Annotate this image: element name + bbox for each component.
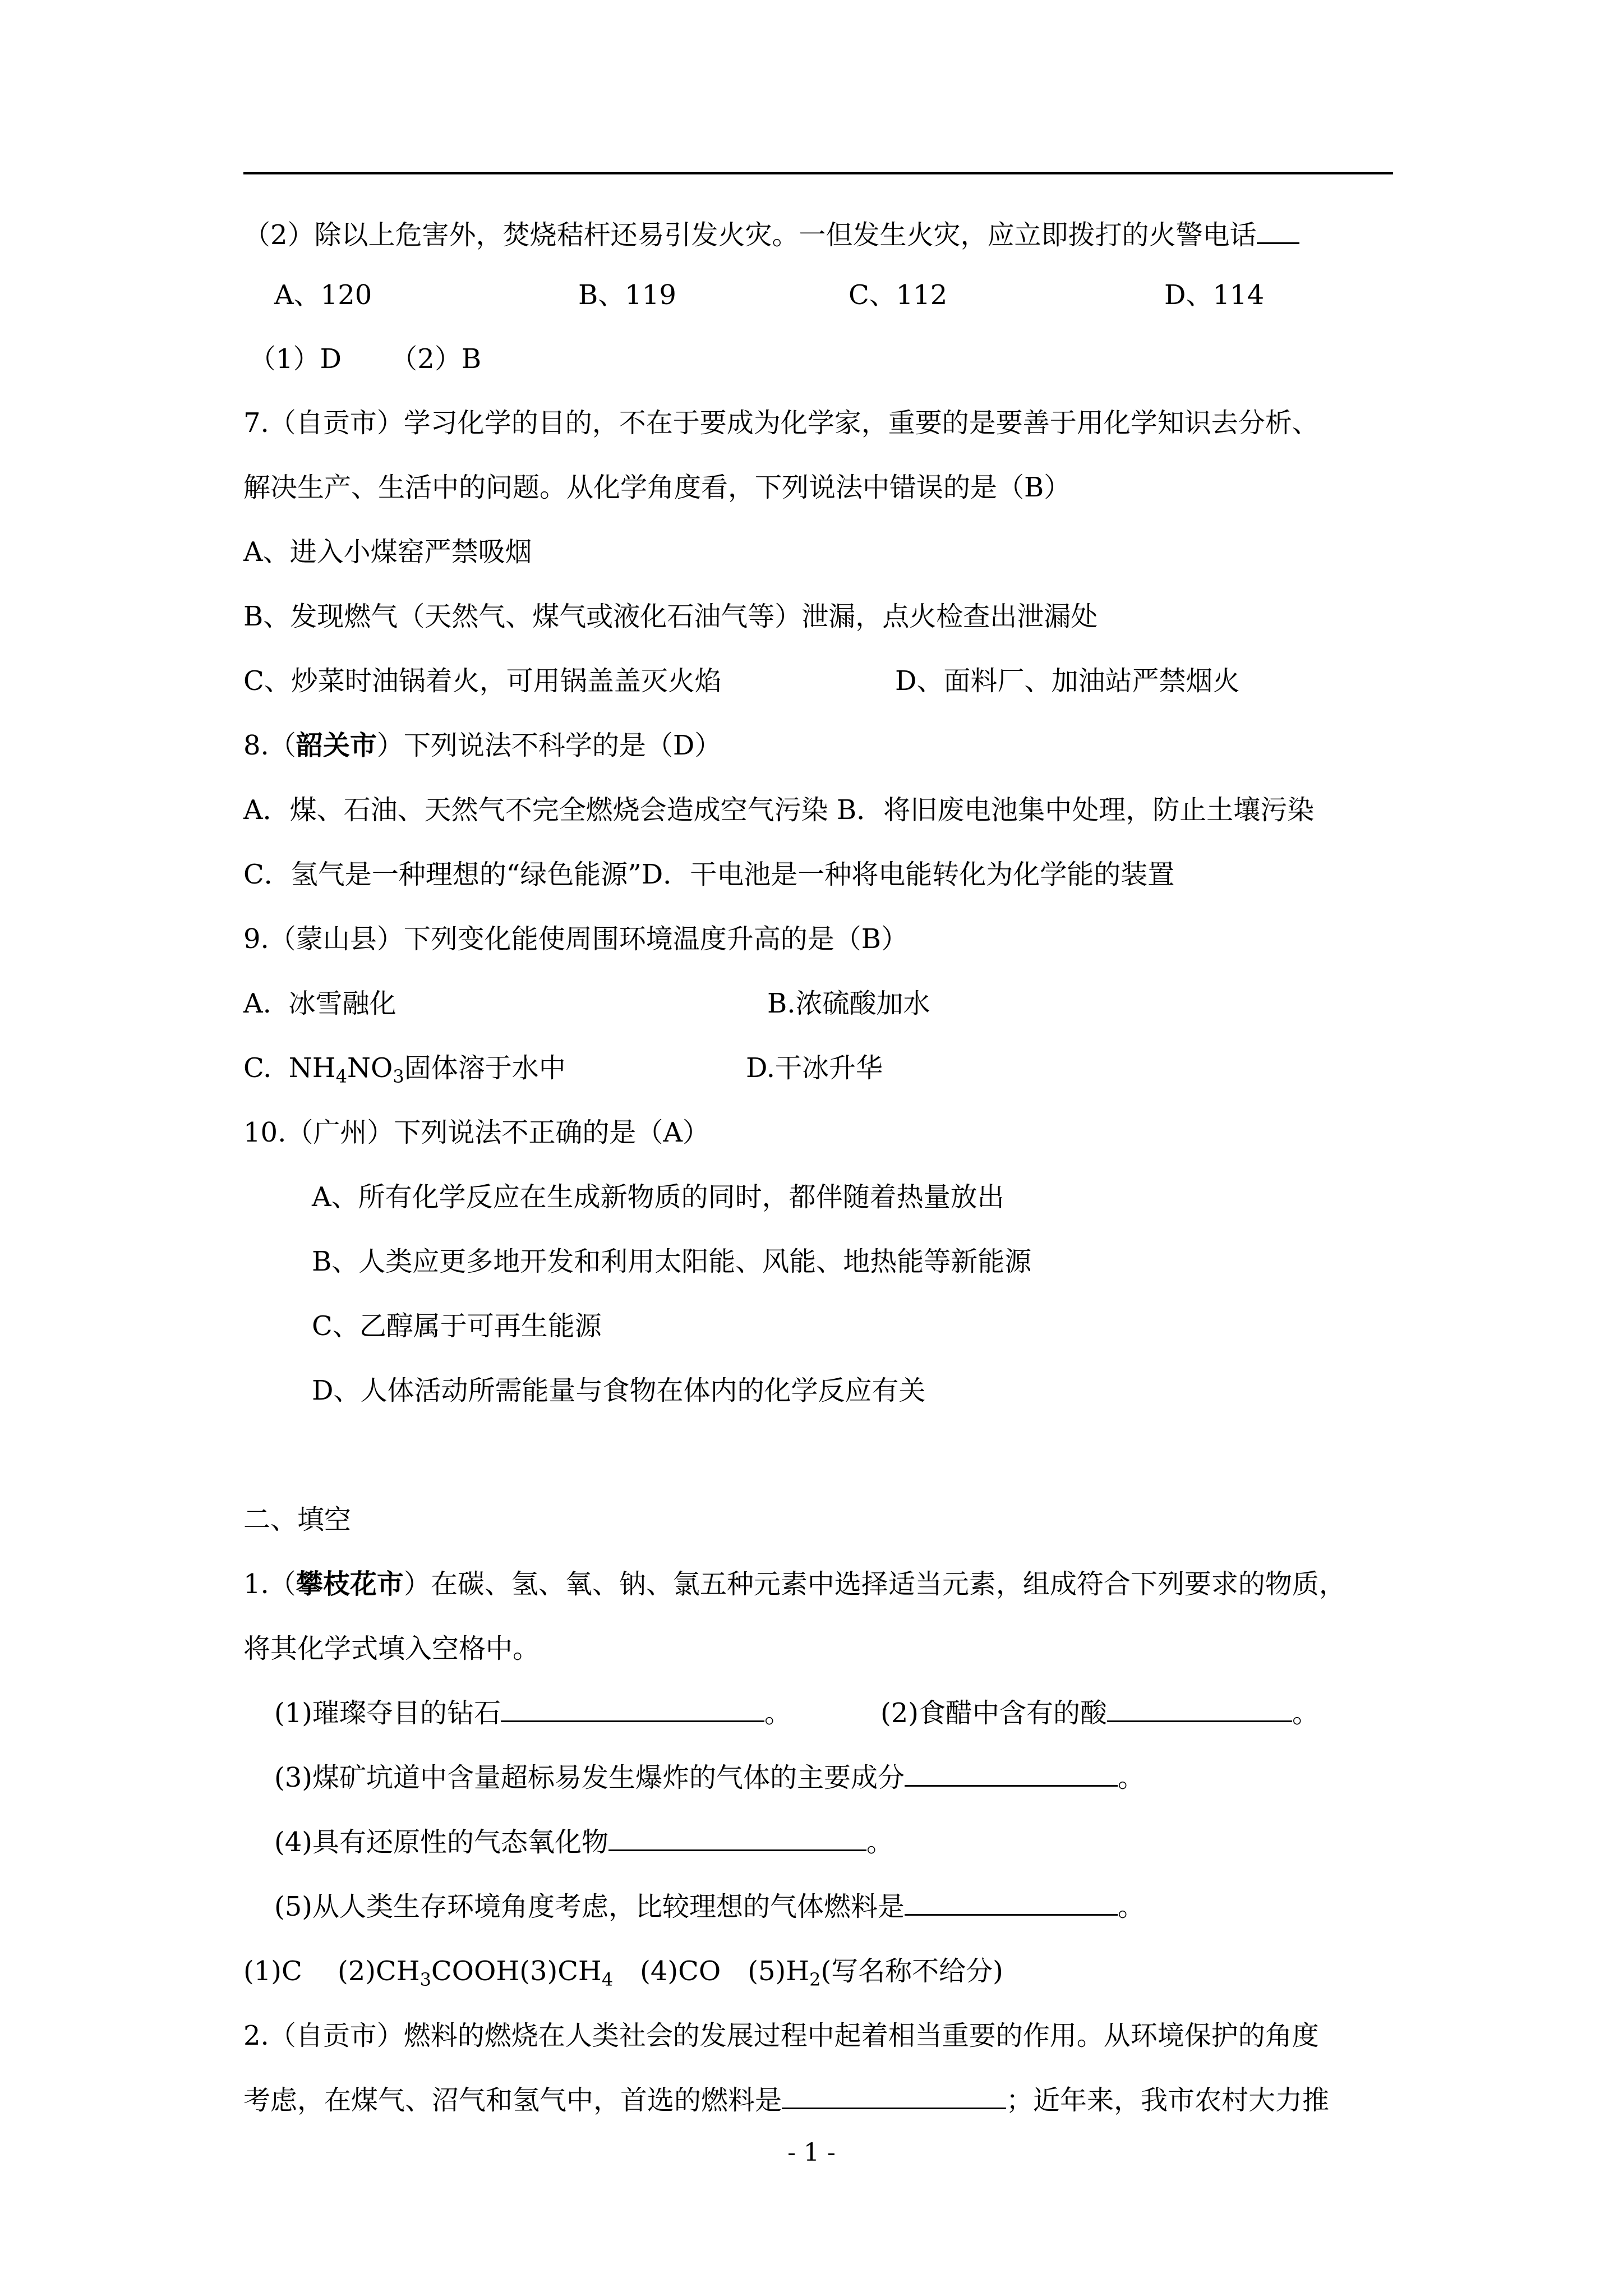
q9-option-d: D.干冰升华: [746, 1052, 883, 1084]
q10-option-a: A、所有化学反应在生成新物质的同时，都伴随着热量放出: [312, 1181, 1004, 1213]
fill2-stem-line2: 考虑，在煤气、沼气和氢气中，首选的燃料是 ；近年来，我市农村大力推: [243, 2082, 1329, 2118]
fill1-item-1: (1)璀璨夺目的钻石 。: [274, 1695, 791, 1731]
answer-blank: [1107, 1696, 1292, 1722]
q8-options-ab: A．煤、石油、天然气不完全燃烧会造成空气污染 B．将旧废电池集中处理，防止土壤污染: [243, 794, 1315, 826]
q10-option-c: C、乙醇属于可再生能源: [312, 1310, 602, 1342]
q6-option-b: B、119: [578, 279, 676, 311]
q10-stem: 10.（广州）下列说法不正确的是（A）: [243, 1117, 710, 1148]
fill1-item-2: (2)食醋中含有的酸 。: [880, 1695, 1319, 1731]
header-rule: [243, 172, 1393, 174]
q9-option-c: C. $NH_4NO_3$固体溶于水中: [243, 1052, 566, 1087]
answer-blank: [608, 1825, 866, 1851]
fill1-stem: 1.（攀枝花市）在碳、氢、氧、钠、氯五种元素中选择适当元素，组成符合下列要求的物质，: [243, 1568, 1346, 1600]
q7-option-b: B、发现燃气（天然气、煤气或液化石油气等）泄漏，点火检查出泄漏处: [243, 601, 1098, 632]
fill1-item-5: (5)从人类生存环境角度考虑，比较理想的气体燃料是 。: [274, 1889, 1145, 1925]
q9-option-b: B.浓硫酸加水: [767, 988, 930, 1019]
q7-stem-line1: 7.（自贡市）学习化学的目的，不在于要成为化学家，重要的是要善于用化学知识去分析、: [243, 407, 1319, 439]
q6-sub2: （2）除以上危害外，焚烧秸杆还易引发火灾。一但发生火灾，应立即拨打的火警电话: [243, 217, 1299, 253]
q8-region: 韶关市: [296, 730, 377, 761]
q10-option-b: B、人类应更多地开发和利用太阳能、风能、地热能等新能源: [312, 1246, 1032, 1277]
q7-stem-line2: 解决生产、生活中的问题。从化学角度看，下列说法中错误的是（B）: [243, 472, 1071, 503]
q8-stem: 8.（韶关市）下列说法不科学的是（D）: [243, 730, 722, 761]
page-number: - 1 -: [787, 2138, 836, 2167]
q6-option-a: A、120: [274, 279, 372, 311]
q8-options-cd: C．氢气是一种理想的“绿色能源”D．干电池是一种将电能转化为化学能的装置: [243, 859, 1175, 890]
fill2-stem-line1: 2.（自贡市）燃料的燃烧在人类社会的发展过程中起着相当重要的作用。从环境保护的角度: [243, 2020, 1319, 2051]
section-title: 二、填空: [243, 1504, 352, 1535]
fill1-answer: (1)C $(2)CH_3COOH(3)CH_4$ (4)CO $(5)H_2$(写名称不给分): [243, 1955, 1003, 1990]
q9-option-a: A. 冰雪融化: [243, 988, 396, 1019]
answer-blank: [501, 1696, 764, 1722]
q6-option-d: D、114: [1164, 279, 1265, 311]
fill1-stem-line2: 将其化学式填入空格中。: [243, 1633, 540, 1664]
answer-blank: [905, 1889, 1118, 1916]
fill1-item-4: (4)具有还原性的气态氧化物 。: [274, 1824, 893, 1860]
q10-option-d: D、人体活动所需能量与食物在体内的化学反应有关: [312, 1375, 926, 1406]
q6-option-c: C、112: [849, 279, 948, 311]
q7-option-d: D、面料厂、加油站严禁烟火: [895, 665, 1240, 697]
q7-option-a: A、进入小煤窑严禁吸烟: [243, 536, 532, 568]
answer-blank: [905, 1760, 1118, 1787]
answer-blank: [782, 2083, 1006, 2109]
q6-answer: （1）D （2）B: [249, 343, 482, 375]
answer-blank: [1257, 218, 1299, 244]
q7-option-c: C、炒菜时油锅着火，可用锅盖盖灭火焰: [243, 665, 722, 697]
fill1-region: 攀枝花市: [296, 1568, 404, 1600]
q9-stem: 9.（蒙山县）下列变化能使周围环境温度升高的是（B）: [243, 923, 909, 955]
fill1-item-3: (3)煤矿坑道中含量超标易发生爆炸的气体的主要成分 。: [274, 1760, 1145, 1796]
